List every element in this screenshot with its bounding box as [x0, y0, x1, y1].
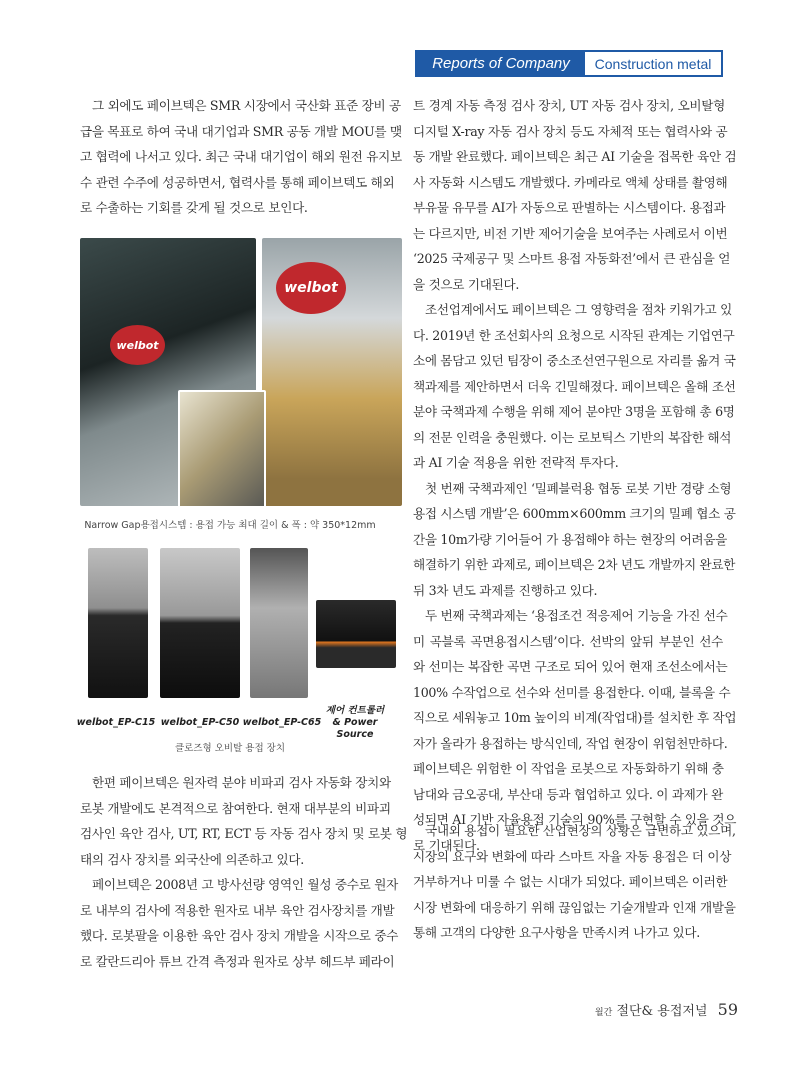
- text-line: 자가 올라가 용접하는 방식인데, 작업 현장이 위험천만하다.: [413, 735, 728, 751]
- text-line: 을 것으로 기대된다.: [413, 276, 520, 292]
- text-line: 남대와 금오공대, 부산대 등과 협업하고 있다. 이 과제가 완: [413, 786, 723, 802]
- text-line: 첫 번째 국책과제인 ‘밀폐블럭용 협동 로봇 기반 경량 소형: [425, 480, 732, 496]
- text-line: 수 관련 수주에 성공하면서, 협력사를 통해 페이브텍도 해외: [80, 174, 395, 190]
- product-label: 제어 컨트롤러 & Power Source: [325, 705, 385, 740]
- photo-controller: [316, 600, 396, 668]
- text-line: 과 AI 기술 적용을 위한 전략적 투자다.: [413, 455, 619, 470]
- text-line: 다. 2019년 한 조선회사의 요청으로 시작된 관계는 기업연구: [413, 327, 735, 343]
- photo-ep-c65: [250, 548, 308, 698]
- text-line: 로 내부의 검사에 적용한 원자로 내부 육안 검사장치를 개발: [80, 902, 395, 918]
- welbot-logo: welbot: [110, 325, 165, 365]
- text-line: ‘2025 국제공구 및 스마트 용접 자동화전’에서 큰 관심을 얻: [413, 251, 731, 266]
- right-column-bottom: [413, 818, 736, 946]
- photo-inset: [178, 390, 266, 508]
- text-line: 로 수출하는 기회를 갖게 될 것으로 보인다.: [80, 200, 308, 215]
- figure-caption: 클로즈형 오비탈 용접 장치: [174, 743, 285, 754]
- text-line: 로봇 개발에도 본격적으로 참여한다. 현재 대부분의 비파괴: [80, 800, 391, 816]
- text-line: 통해 고객의 다양한 요구사항을 만족시켜 나가고 있다.: [413, 925, 700, 940]
- text-line: 책과제를 제안하면서 더욱 긴밀해졌다. 페이브텍은 올해 조선: [413, 378, 736, 394]
- text-line: 용접 시스템 개발’은 600mm×600mm 크기의 밀폐 협소 공: [413, 506, 736, 521]
- text-line: 급을 목표로 하여 국내 대기업과 SMR 공동 개발 MOU를 맺: [80, 123, 402, 139]
- journal-prefix: 월간: [594, 1008, 613, 1018]
- text-line: 동 개발 완료했다. 페이브텍은 최근 AI 기술을 접목한 육안 검: [413, 149, 737, 164]
- text-line: 조선업계에서도 페이브텍은 그 영향력을 점차 키워가고 있: [425, 302, 732, 317]
- welbot-logo: welbot: [276, 262, 346, 314]
- text-line: 뒤 3차 년도 과제를 진행하고 있다.: [413, 582, 598, 598]
- text-line: 분야 국책과제 수행을 위해 제어 분야만 3명을 포함해 총 6명: [413, 404, 735, 419]
- text-line: 트 경계 자동 측정 검사 장치, UT 자동 검사 장치, 오비탈형: [413, 98, 726, 113]
- text-line: 100% 수작업으로 선수와 선미를 용접한다. 이때, 블록을 수: [413, 684, 731, 700]
- product-label: welbot_EP-C65: [242, 717, 322, 728]
- page-footer: [595, 1000, 738, 1019]
- text-line: 디지털 X-ray 자동 검사 장치 등도 자체적 또는 협력사와 공: [413, 123, 728, 139]
- product-label: welbot_EP-C50: [160, 717, 240, 728]
- text-line: 검사인 육안 검사, UT, RT, ECT 등 자동 검사 장치 및 로봇 형: [80, 826, 408, 841]
- text-line: 로 칼란드리아 튜브 간격 측정과 원자로 상부 헤드부 페라이: [80, 953, 395, 969]
- journal-name: 절단& 용접저널: [616, 1004, 708, 1019]
- text-line: 국내외 용접이 필요한 산업현장의 상황은 급변하고 있으며,: [425, 823, 736, 838]
- section-header: [415, 50, 723, 77]
- left-column-top: [80, 93, 402, 221]
- text-line: 사 자동화 시스템도 개발했다. 카메라로 액체 상태를 촬영해: [413, 174, 728, 190]
- text-line: 했다. 로봇팔을 이용한 육안 검사 장치 개발을 시작으로 중수: [80, 928, 399, 943]
- section-label: Reports of Company: [417, 52, 585, 75]
- text-line: 와 선미는 복잡한 곡면 구조로 되어 있어 현재 조선소에서는: [413, 659, 728, 674]
- text-line: 성되면 AI 기반 자율용접 기술의 90%를 구현할 수 있을 것으: [413, 812, 737, 827]
- text-line: 고 협력에 나서고 있다. 최근 국내 대기업이 해외 원전 유지보: [80, 149, 402, 164]
- text-line: 는 다르지만, 비전 기반 제어기술을 보여주는 사례로서 이번: [413, 225, 728, 241]
- text-line: 시장의 요구와 변화에 따라 스마트 자율 자동 용접은 더 이상: [413, 848, 732, 864]
- page-number: 59: [717, 1000, 738, 1019]
- text-line: 의 전문 인력을 충원했다. 이는 로보틱스 기반의 복잡한 해석: [413, 429, 732, 445]
- text-line: 직으로 세워놓고 10m 높이의 비계(작업대)를 설치한 후 작업: [413, 710, 737, 725]
- text-line: 그 외에도 페이브텍은 SMR 시장에서 국산화 표준 장비 공: [92, 98, 401, 113]
- text-line: 간을 10m가량 기어들어 가 용접해야 하는 현장의 어려움을: [413, 531, 728, 547]
- text-line: 소에 몸담고 있던 팀장이 중소조선연구원으로 자리를 옮겨 국: [413, 353, 736, 368]
- text-line: 해결하기 위한 과제로, 페이브텍은 2차 년도 개발까지 완료한: [413, 557, 736, 572]
- text-line: 페이브텍은 2008년 고 방사선량 영역인 월성 중수로 원자: [92, 877, 398, 892]
- text-line: 두 번째 국책과제는 ‘용접조건 적응제어 기능을 가진 선수: [425, 608, 728, 623]
- text-line: 로 기대된다.: [413, 837, 480, 853]
- text-line: 태의 검사 장치를 외국산에 의존하고 있다.: [80, 851, 304, 867]
- category-label: Construction metal: [594, 55, 712, 72]
- text-line: 한편 페이브텍은 원자력 분야 비파괴 검사 자동화 장치와: [92, 775, 391, 790]
- text-line: 시장 변화에 대응하기 위해 끊임없는 기술개발과 인재 개발을: [413, 899, 736, 915]
- text-line: 페이브텍은 위험한 이 작업을 로봇으로 자동화하기 위해 충: [413, 761, 724, 776]
- right-column-top: [413, 93, 737, 858]
- left-column-bottom: [80, 770, 408, 974]
- figure-caption: Narrow Gap용접시스템 : 용접 가능 최대 길이 & 폭 : 약 350*12mm: [84, 520, 376, 531]
- text-line: 미 곡블록 곡면용접시스템’이다. 선박의 앞뒤 부분인 선수: [413, 633, 723, 649]
- photo-ep-c15: [88, 548, 148, 698]
- product-label: welbot_EP-C15: [76, 717, 156, 728]
- text-line: 거부하거나 미룰 수 없는 시대가 되었다. 페이브텍은 이러한: [413, 874, 728, 889]
- photo-ep-c50: [160, 548, 240, 698]
- text-line: 부유물 유무를 AI가 자동으로 판별하는 시스템이다. 용접과: [413, 200, 726, 215]
